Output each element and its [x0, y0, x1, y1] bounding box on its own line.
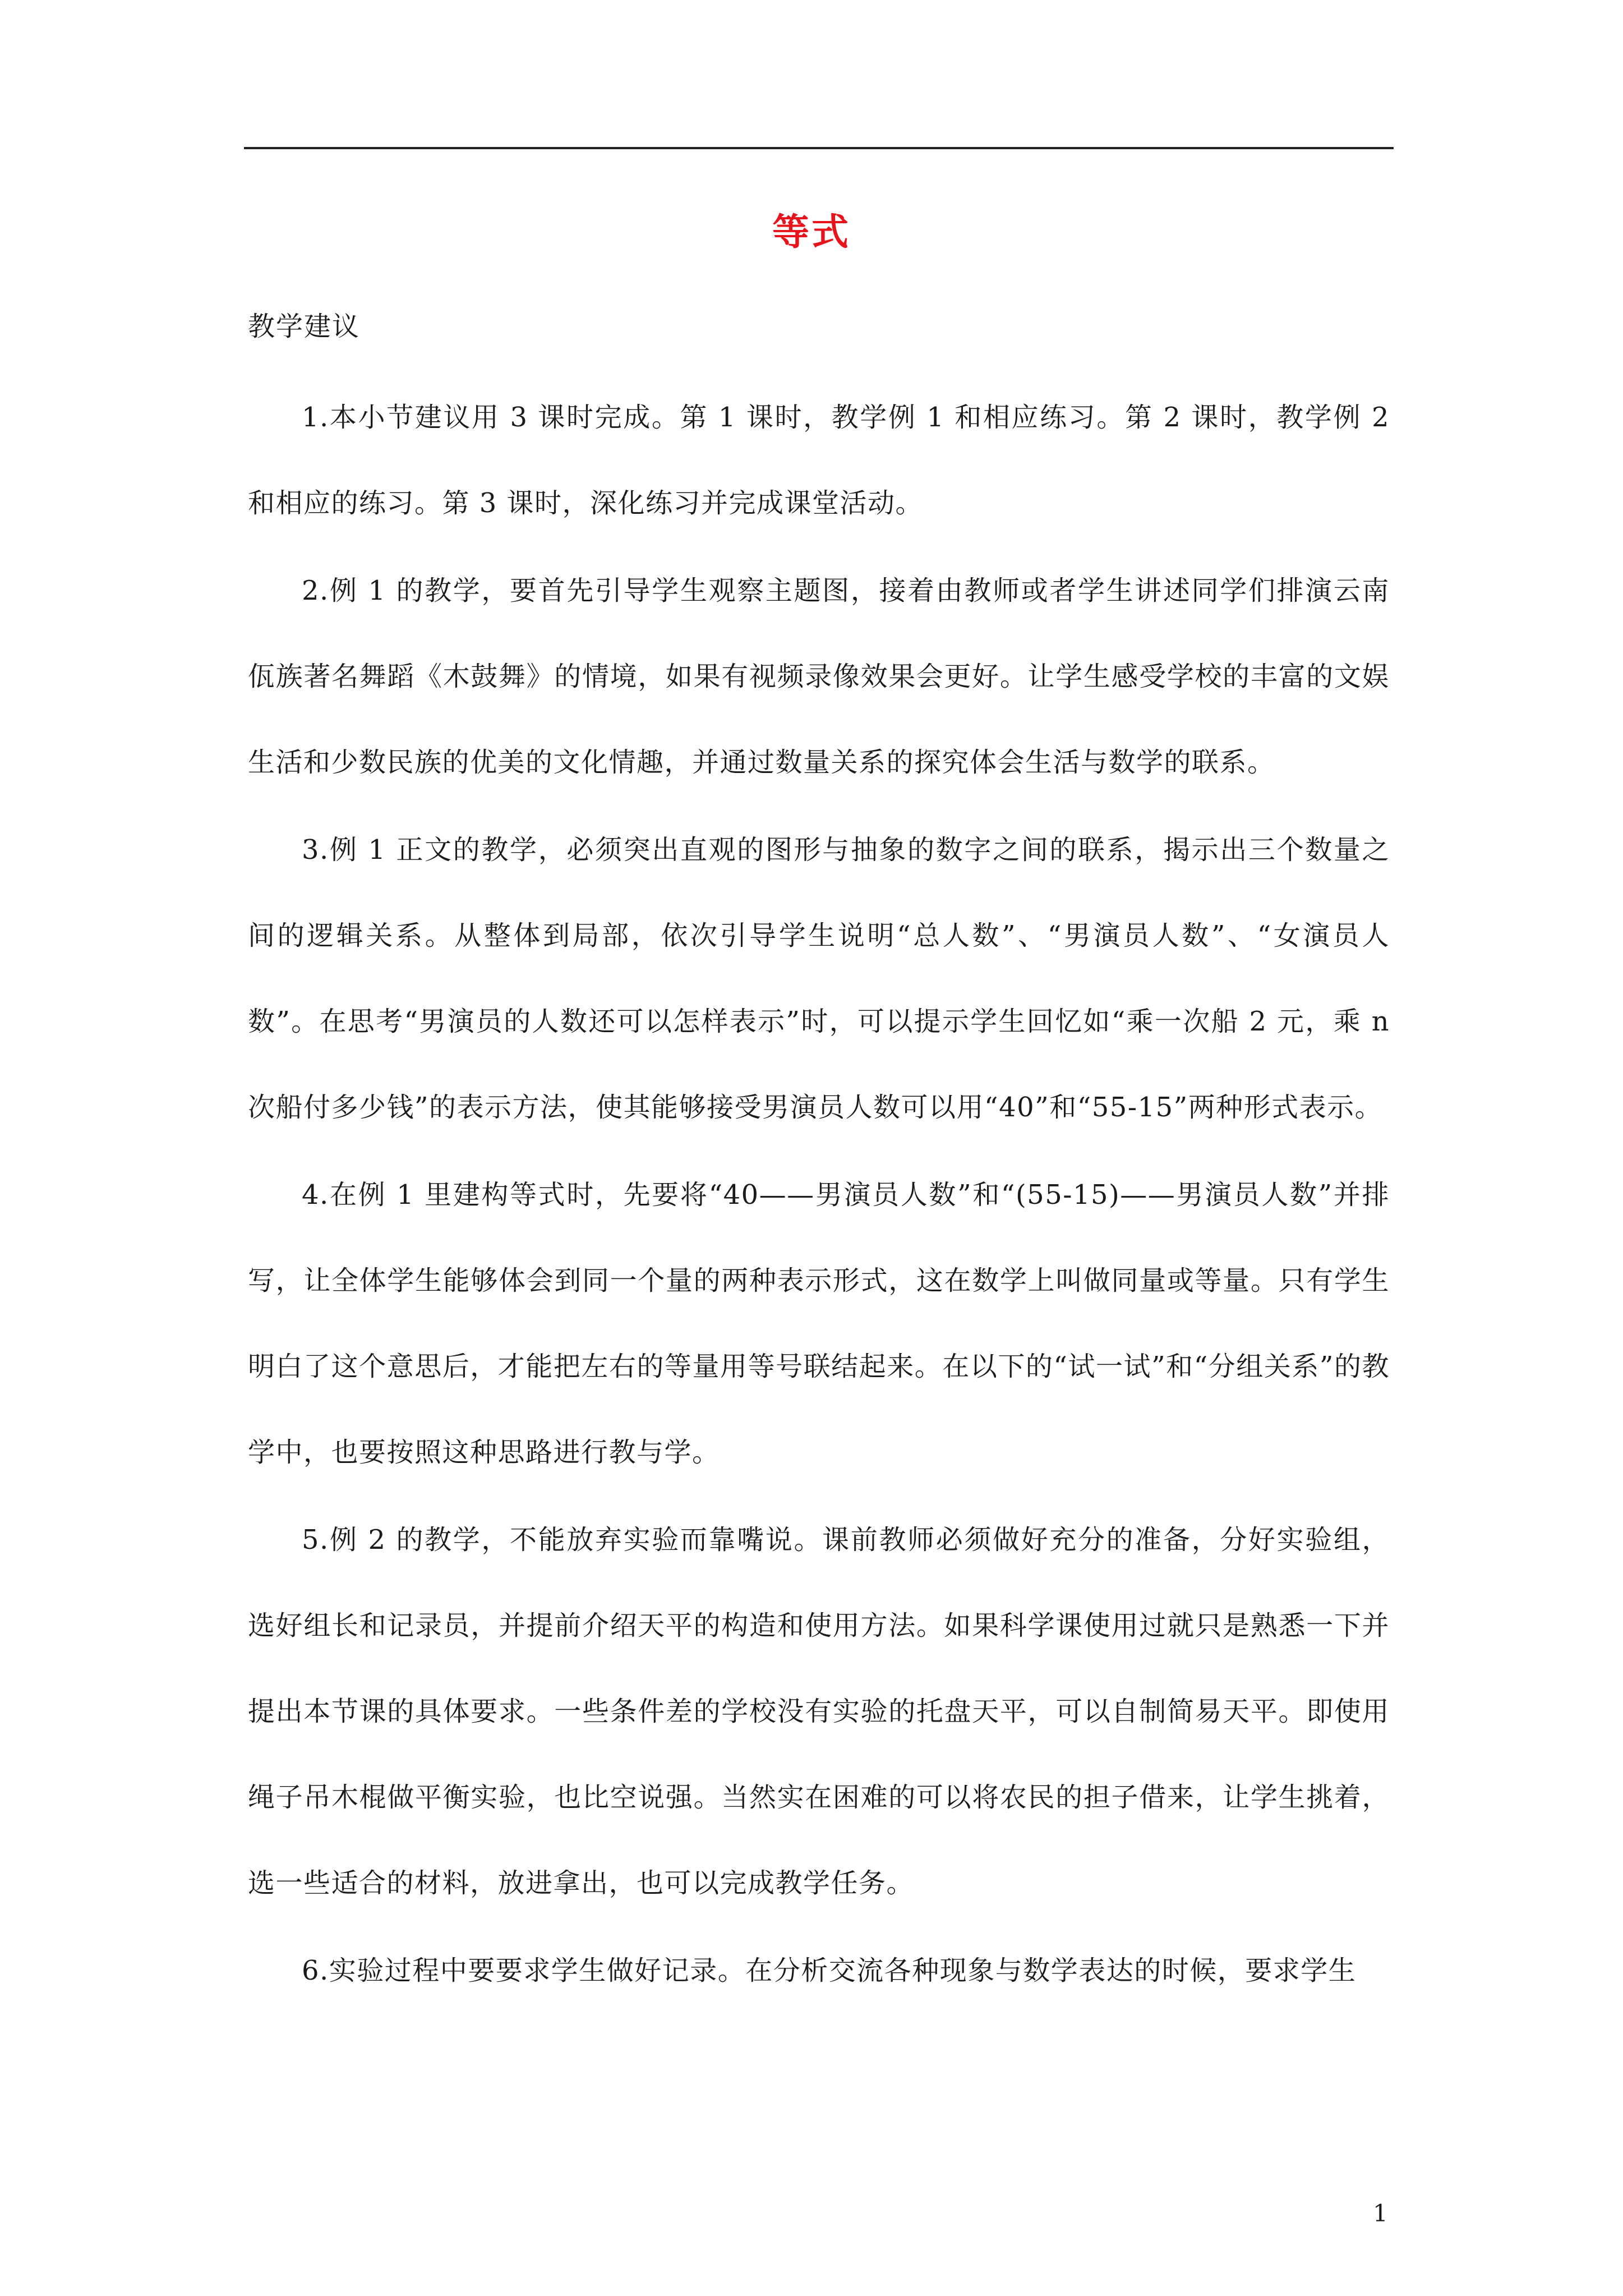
- paragraph-3: 3.例 1 正文的教学，必须突出直观的图形与抽象的数字之间的联系，揭示出三个数量之间的逻辑关系。从整体到局部，依次引导学生说明“总人数”、“男演员人数”、“女演员人数”。在思考“男演员的人数还可以怎样表示”时，可以提示学生回忆如“乘一次船 2 元，乘 n 次船付多少钱”的表示方法，使其能够接受男演员人数可以用“40”和“55-15”两种形式表示。: [248, 834, 1390, 1123]
- header-rule: [244, 147, 1394, 149]
- paragraph-2: 2.例 1 的教学，要首先引导学生观察主题图，接着由教师或者学生讲述同学们排演云南佤族著名舞蹈《木鼓舞》的情境，如果有视频录像效果会更好。让学生感受学校的丰富的文娱生活和少数民族的优美的文化情趣，并通过数量关系的探究体会生活与数学的联系。: [248, 575, 1390, 778]
- paragraph-4: 4.在例 1 里建构等式时，先要将“40——男演员人数”和“(55-15)——男演员人数”并排写，让全体学生能够体会到同一个量的两种表示形式，这在数学上叫做同量或等量。只有学生明白了这个意思后，才能把左右的等量用等号联结起来。在以下的“试一试”和“分组关系”的教学中，也要按照这种思路进行教与学。: [248, 1179, 1390, 1468]
- section-heading: 教学建议: [248, 311, 361, 342]
- paragraph-5: 5.例 2 的教学，不能放弃实验而靠嘴说。课前教师必须做好充分的准备，分好实验组，选好组长和记录员，并提前介绍天平的构造和使用方法。如果科学课使用过就只是熟悉一下并提出本节课的具体要求。一些条件差的学校没有实验的托盘天平，可以自制简易天平。即使用绳子吊木棍做平衡实验，也比空说强。当然实在困难的可以将农民的担子借来，让学生挑着，选一些适合的材料，放进拿出，也可以完成教学任务。: [248, 1524, 1390, 1899]
- paragraph-1: 1.本小节建议用 3 课时完成。第 1 课时，教学例 1 和相应练习。第 2 课时，教学例 2 和相应的练习。第 3 课时，深化练习并完成课堂活动。: [248, 402, 1390, 519]
- document-body: [248, 375, 1390, 2016]
- document-title: 等式: [772, 210, 851, 254]
- page-number: 1: [1373, 2200, 1388, 2227]
- paragraph-6: 6.实验过程中要要求学生做好记录。在分析交流各种现象与数学表达的时候，要求学生: [302, 1955, 1357, 1986]
